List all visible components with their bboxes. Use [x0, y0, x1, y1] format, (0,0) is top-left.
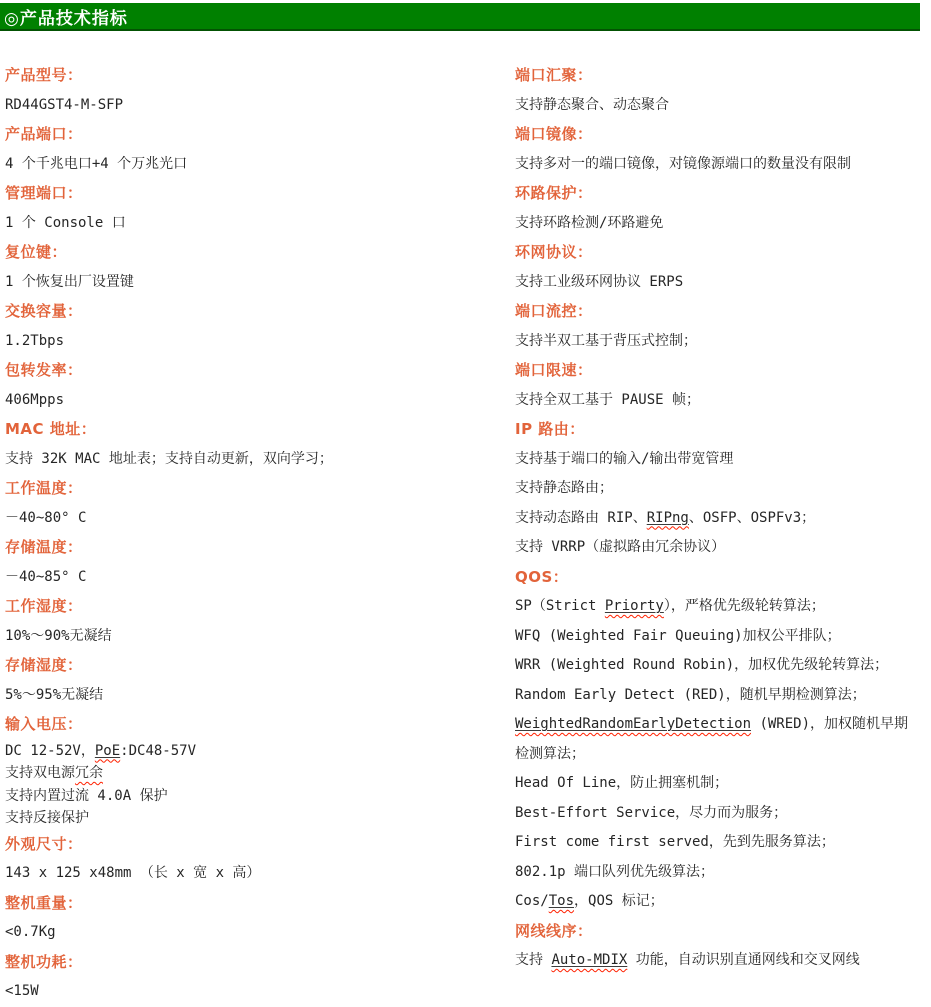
spec-heading: 包转发率： — [5, 361, 83, 379]
spec-line — [515, 386, 921, 416]
spec-text: 支持 32K MAC 地址表；支持自动更新，双向学习； — [5, 450, 333, 467]
spellcheck-wavy: Priorty — [604, 598, 664, 614]
spec-line — [5, 622, 515, 652]
spec-heading: 环网协议： — [515, 243, 593, 261]
spec-text: <15W — [5, 983, 39, 999]
spec-text: :DC48-57V — [120, 742, 197, 759]
spec-text: 支持内置过流 4.0A 保护 — [5, 787, 168, 804]
spec-line — [515, 533, 921, 563]
spec-heading: 端口限速： — [515, 361, 593, 379]
spec-line — [515, 327, 921, 357]
spec-section — [515, 563, 921, 917]
spec-heading: 输入电压： — [5, 715, 83, 733]
spellcheck-word — [605, 598, 664, 614]
spec-text: 802.1p 端口队列优先级算法； — [515, 863, 715, 880]
spec-section — [515, 297, 921, 356]
spellcheck-word — [515, 716, 751, 732]
spellcheck-word — [95, 743, 120, 759]
spec-text: First come first served，先到先服务算法； — [515, 834, 835, 850]
spec-section — [5, 297, 515, 356]
spec-heading: 外观尺寸： — [5, 834, 83, 853]
spec-line — [5, 859, 515, 889]
left-column — [0, 61, 515, 1007]
spec-heading: 端口镜像： — [515, 125, 593, 143]
spellcheck-wavy: WeightedRandomEarlyDetection — [515, 716, 752, 732]
spec-heading: 端口汇聚： — [515, 66, 593, 84]
spec-section — [5, 830, 515, 889]
spec-text: 支持全双工基于 PAUSE 帧； — [515, 391, 701, 408]
spec-heading: 整机功耗： — [5, 952, 83, 971]
spec-line — [515, 799, 921, 829]
spec-line — [515, 887, 921, 917]
spec-line — [5, 209, 515, 239]
spellcheck-wavy: RIPng — [646, 509, 689, 526]
spec-section — [5, 889, 515, 948]
spec-text: 支持 — [515, 952, 552, 968]
spec-text: 功能，自动识别直通网线和交叉网线 — [627, 952, 860, 968]
spec-heading: 端口流控： — [515, 302, 593, 320]
spec-text: 支持工业级环网协议 ERPS — [515, 273, 684, 290]
spec-line — [5, 150, 515, 180]
spec-section — [5, 179, 515, 238]
spec-text: －40~85° C — [5, 568, 87, 585]
spec-section — [5, 533, 515, 592]
spec-section — [5, 474, 515, 533]
spec-heading: 产品型号： — [5, 66, 83, 84]
spec-section — [5, 238, 515, 297]
spec-text: 4 个千兆电口+4 个万兆光口 — [5, 155, 188, 172]
spec-text: RD44GST4-M-SFP — [5, 96, 124, 113]
spec-line — [515, 150, 921, 180]
spec-text: WFQ (Weighted Fair Queuing)加权公平排队； — [515, 627, 841, 644]
spec-line — [515, 268, 921, 298]
spec-line — [515, 946, 921, 976]
spec-line — [515, 474, 921, 504]
spec-text: DC 12-52V， — [5, 742, 95, 759]
spec-line — [515, 209, 921, 239]
spellcheck-word — [551, 952, 627, 968]
spec-text: 检测算法； — [515, 745, 585, 762]
spec-text: 5%～95%无凝结 — [5, 686, 104, 703]
spec-heading: 管理端口： — [5, 184, 83, 202]
spec-line — [515, 858, 921, 888]
spec-heading: 工作湿度： — [5, 597, 83, 615]
spec-line — [515, 769, 921, 799]
spec-section — [5, 120, 515, 179]
spec-section — [515, 917, 921, 976]
spec-line — [515, 445, 921, 475]
spec-line — [515, 504, 921, 534]
spec-text: 支持静态路由； — [515, 480, 613, 496]
spec-heading: IP 路由： — [515, 420, 585, 438]
spec-section — [5, 651, 515, 710]
spec-text: 支持半双工基于背压式控制； — [515, 332, 697, 349]
spec-line — [5, 807, 515, 830]
spec-text: 1 个恢复出厂设置键 — [5, 273, 134, 290]
spec-heading: 产品端口： — [5, 125, 83, 143]
spec-line — [5, 681, 515, 711]
spec-line — [5, 762, 515, 785]
spec-text: 10%～90%无凝结 — [5, 627, 112, 644]
spec-text: 支持双电源 — [5, 765, 75, 781]
spec-line — [5, 386, 515, 416]
spec-section — [515, 120, 921, 179]
spec-line — [5, 918, 515, 948]
page-header-bar — [0, 3, 920, 31]
spec-text: 406Mpps — [5, 391, 65, 408]
spec-heading: 交换容量： — [5, 302, 83, 320]
spec-text: Best-Effort Service，尽力而为服务； — [515, 804, 788, 821]
spec-line — [5, 740, 515, 763]
spec-line — [515, 681, 921, 711]
spec-text: SP（Strict — [515, 598, 605, 614]
spec-text: 支持静态聚合、动态聚合 — [515, 96, 669, 113]
spec-heading: 存储温度： — [5, 538, 83, 556]
right-column — [515, 61, 921, 976]
spec-section — [5, 356, 515, 415]
spellcheck-wavy: PoE — [94, 742, 121, 759]
spec-heading: 存储湿度： — [5, 656, 83, 674]
spec-text: 支持反接保护 — [5, 810, 89, 826]
spec-heading: 整机重量： — [5, 893, 83, 912]
spellcheck-wavy: Tos — [548, 893, 575, 909]
spec-section — [5, 415, 515, 474]
spec-text: 支持动态路由 RIP、 — [515, 509, 647, 526]
spec-line — [5, 504, 515, 534]
spellcheck-word: 冗余 — [75, 765, 103, 781]
spec-section — [515, 356, 921, 415]
spec-heading: 复位键： — [5, 243, 68, 261]
spec-text: ），严格优先级轮转算法； — [663, 598, 825, 614]
spec-heading: 网线线序： — [515, 921, 593, 940]
spec-text: 支持基于端口的输入/输出带宽管理 — [515, 450, 734, 467]
spec-line — [515, 651, 921, 681]
page-title: ◎产品技术指标 — [4, 8, 128, 29]
spec-section — [515, 238, 921, 297]
spec-section — [5, 948, 515, 1007]
spec-heading: QOS： — [515, 567, 569, 586]
spec-section — [5, 61, 515, 120]
spec-line — [5, 563, 515, 593]
spec-text: Head Of Line，防止拥塞机制； — [515, 775, 729, 791]
spellcheck-wavy: Auto-MDIX — [551, 952, 628, 968]
spec-heading: 工作温度： — [5, 479, 83, 497]
spec-text: (WRED)，加权随机早期 — [751, 716, 909, 732]
spec-line — [5, 327, 515, 357]
spec-text: 、OSFP、OSPFv3； — [688, 509, 816, 526]
spec-text: WRR (Weighted Round Robin)，加权优先级轮转算法； — [515, 657, 889, 673]
spec-section — [515, 415, 921, 563]
spec-section — [5, 710, 515, 830]
spec-text: Cos/ — [515, 893, 549, 909]
spec-text: 1.2Tbps — [5, 332, 65, 349]
spec-line — [5, 785, 515, 808]
spec-line — [515, 710, 921, 740]
spec-line — [515, 740, 921, 770]
spec-text: 1 个 Console 口 — [5, 214, 126, 231]
spec-text: ，QOS 标记； — [574, 893, 664, 909]
spec-text: 支持 VRRP（虚拟路由冗余协议） — [515, 539, 726, 555]
spec-heading: MAC 地址： — [5, 420, 97, 438]
spec-text: 支持环路检测/环路避免 — [515, 214, 664, 231]
spec-columns — [0, 31, 931, 1007]
spec-text: 支持多对一的端口镜像，对镜像源端口的数量没有限制 — [515, 155, 851, 172]
spec-line — [515, 828, 921, 858]
spec-section — [5, 592, 515, 651]
spec-line — [5, 445, 515, 475]
spec-text: Random Early Detect (RED)，随机早期检测算法； — [515, 686, 866, 703]
spec-section — [515, 61, 921, 120]
spec-line — [5, 268, 515, 298]
spec-line — [515, 622, 921, 652]
spec-line — [515, 91, 921, 121]
spec-line — [515, 592, 921, 622]
spec-section — [515, 179, 921, 238]
spellcheck-word — [549, 893, 574, 909]
spec-text: －40~80° C — [5, 509, 87, 526]
spellcheck-word — [647, 510, 689, 526]
spec-line — [5, 91, 515, 121]
spec-line — [5, 977, 515, 1007]
spec-heading: 环路保护： — [515, 184, 593, 202]
spec-text: <0.7Kg — [5, 924, 56, 940]
spec-text: 143 x 125 x48mm （长 x 宽 x 高） — [5, 865, 261, 881]
